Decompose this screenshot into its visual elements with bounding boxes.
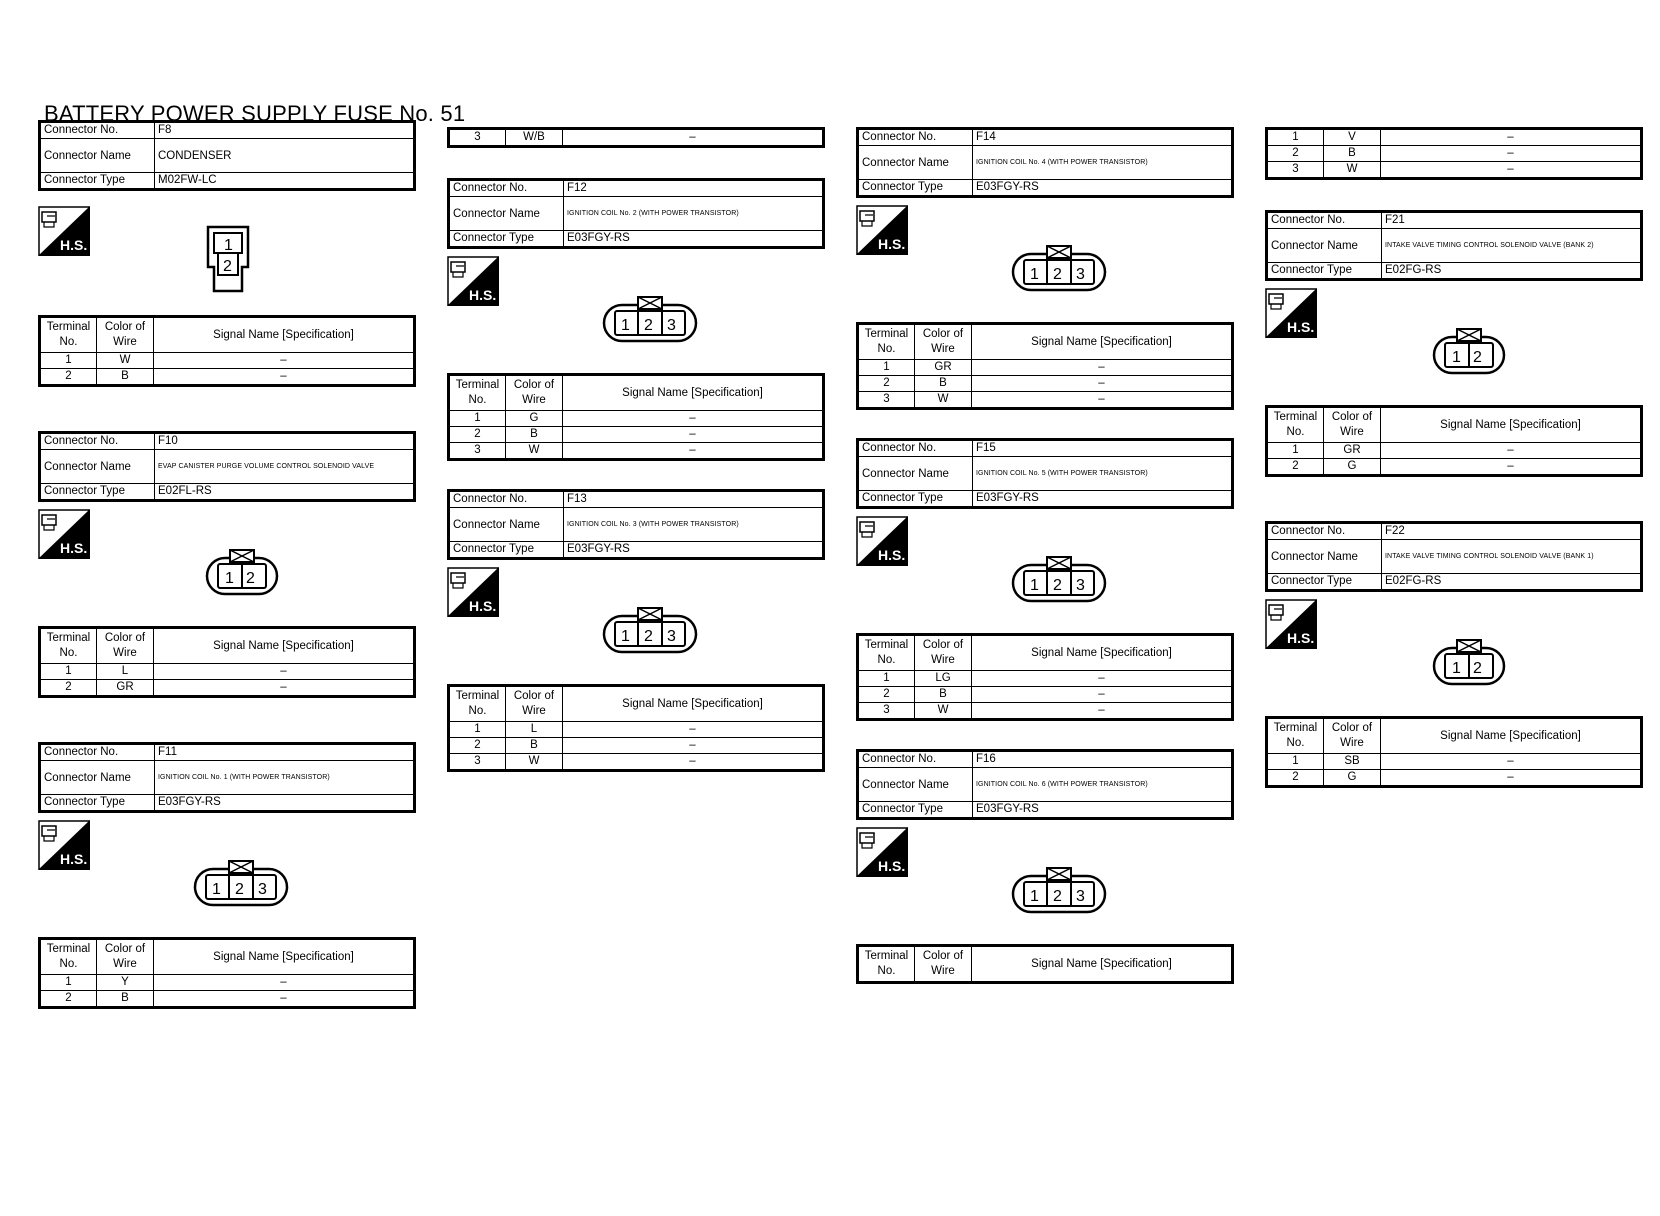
- connector-name-label: Connector Name: [858, 457, 973, 491]
- pin-3-label: 3: [667, 317, 676, 334]
- connector-name-value: IGNITION COIL No. 5 (WITH POWER TRANSISTOR): [973, 457, 1233, 491]
- color-cell: W: [506, 754, 563, 771]
- connector-f11: [38, 742, 416, 1009]
- connector-no-value: F10: [155, 433, 415, 450]
- connector-type-label: Connector Type: [858, 802, 973, 819]
- pin-2-label: 2: [1053, 888, 1062, 905]
- connector-type-label: Connector Type: [40, 795, 155, 812]
- connector-type-value: E03FGY-RS: [973, 491, 1233, 508]
- signal-cell: –: [563, 754, 824, 771]
- connector-type-value: M02FW-LC: [155, 173, 415, 190]
- connector-type-label: Connector Type: [449, 231, 564, 248]
- terminal-cell: 2: [449, 427, 506, 443]
- connector-diagram: [38, 191, 416, 315]
- pin-3-label: 3: [258, 881, 267, 898]
- hs-badge-label: H.S.: [878, 858, 906, 874]
- pin-3-label: 3: [1076, 888, 1085, 905]
- pin-1-label: 1: [1452, 660, 1461, 677]
- table-row: [449, 129, 824, 147]
- color-cell: GR: [1324, 443, 1381, 459]
- connector-face-icon: [204, 225, 254, 297]
- connector-no-value: F8: [155, 122, 415, 139]
- terminal-cell: 2: [1267, 146, 1324, 162]
- terminal-cell: 1: [40, 353, 97, 369]
- table-row: [40, 369, 415, 386]
- connector-name-value: IGNITION COIL No. 4 (WITH POWER TRANSISTOR): [973, 146, 1233, 180]
- signal-cell: –: [1381, 162, 1642, 179]
- signal-name-header: Signal Name [Specification]: [154, 939, 415, 975]
- terminal-cell: 1: [40, 664, 97, 680]
- pin-1-label: 1: [621, 317, 630, 334]
- connector-diagram: [1265, 281, 1643, 405]
- color-cell: GR: [915, 360, 972, 376]
- connector-name-value: IGNITION COIL No. 1 (WITH POWER TRANSISTOR): [155, 761, 415, 795]
- color-cell: L: [97, 664, 154, 680]
- pin-2-label: 2: [1473, 349, 1482, 366]
- connector-no-value: F22: [1382, 523, 1642, 540]
- connector-f16: [856, 749, 1234, 984]
- color-cell: GR: [97, 680, 154, 697]
- pin-1-label: 1: [1030, 266, 1039, 283]
- signal-cell: –: [563, 427, 824, 443]
- table-row: [1267, 459, 1642, 476]
- terminal-cell: 1: [449, 411, 506, 427]
- signal-cell: –: [1381, 443, 1642, 459]
- signal-cell: –: [1381, 770, 1642, 787]
- terminal-cell: 3: [858, 703, 915, 720]
- terminal-table: [856, 322, 1234, 410]
- connector-name-label: Connector Name: [858, 146, 973, 180]
- hs-badge-label: H.S.: [469, 287, 497, 303]
- table-row: [1267, 146, 1642, 162]
- connector-name-label: Connector Name: [449, 197, 564, 231]
- color-of-wire-header: Color of Wire: [915, 324, 972, 360]
- terminal-cell: 3: [449, 443, 506, 460]
- signal-name-header: Signal Name [Specification]: [563, 375, 824, 411]
- color-of-wire-header: Color of Wire: [97, 628, 154, 664]
- signal-name-header: Signal Name [Specification]: [972, 946, 1233, 983]
- table-row: [40, 991, 415, 1008]
- connector-header-table: [856, 749, 1234, 820]
- connector-no-value: F14: [973, 129, 1233, 146]
- table-row: [1267, 162, 1642, 179]
- color-cell: W: [915, 392, 972, 409]
- column-2: [447, 127, 825, 772]
- color-cell: W/B: [506, 129, 563, 147]
- terminal-table: [38, 626, 416, 698]
- color-cell: W: [506, 443, 563, 460]
- terminal-table: [447, 684, 825, 772]
- color-cell: LG: [915, 671, 972, 687]
- page-title: BATTERY POWER SUPPLY FUSE No. 51: [44, 101, 466, 126]
- pin-3-label: 3: [667, 628, 676, 645]
- connector-no-label: Connector No.: [858, 129, 973, 146]
- table-row: [858, 703, 1233, 720]
- connector-no-value: F13: [564, 491, 824, 508]
- hs-badge-label: H.S.: [1287, 630, 1315, 646]
- signal-cell: –: [1381, 146, 1642, 162]
- color-cell: G: [1324, 770, 1381, 787]
- connector-name-value: IGNITION COIL No. 6 (WITH POWER TRANSISTOR): [973, 768, 1233, 802]
- pin-1-label: 1: [224, 237, 233, 254]
- color-cell: V: [1324, 129, 1381, 146]
- color-of-wire-header: Color of Wire: [506, 686, 563, 722]
- terminal-no-header: Terminal No.: [449, 686, 506, 722]
- connector-f22: [1265, 521, 1643, 788]
- terminal-no-header: Terminal No.: [1267, 407, 1324, 443]
- connector-name-label: Connector Name: [449, 508, 564, 542]
- connector-header-table: [38, 120, 416, 191]
- terminal-table-continued: [1265, 127, 1643, 180]
- signal-cell: –: [154, 991, 415, 1008]
- signal-cell: –: [154, 369, 415, 386]
- connector-no-value: F15: [973, 440, 1233, 457]
- color-cell: B: [97, 991, 154, 1008]
- table-row: [449, 738, 824, 754]
- table-row: [858, 376, 1233, 392]
- harness-side-icon: [38, 820, 90, 870]
- terminal-cell: 1: [858, 671, 915, 687]
- signal-name-header: Signal Name [Specification]: [1381, 718, 1642, 754]
- color-cell: SB: [1324, 754, 1381, 770]
- table-row: [40, 353, 415, 369]
- table-row: [858, 687, 1233, 703]
- connector-name-label: Connector Name: [40, 450, 155, 484]
- connector-type-label: Connector Type: [1267, 574, 1382, 591]
- terminal-table: [1265, 405, 1643, 477]
- signal-cell: –: [972, 392, 1233, 409]
- connector-f12: [447, 178, 825, 461]
- color-cell: B: [506, 738, 563, 754]
- connector-type-label: Connector Type: [449, 542, 564, 559]
- terminal-cell: 2: [40, 680, 97, 697]
- signal-name-header: Signal Name [Specification]: [563, 686, 824, 722]
- hs-badge-label: H.S.: [878, 236, 906, 252]
- harness-side-icon: [856, 516, 908, 566]
- harness-side-icon: [38, 206, 92, 258]
- terminal-cell: 2: [1267, 459, 1324, 476]
- connector-face-icon: [1010, 555, 1108, 607]
- pin-1-label: 1: [1452, 349, 1461, 366]
- terminal-cell: 3: [449, 129, 506, 147]
- table-row: [1267, 129, 1642, 146]
- color-cell: Y: [97, 975, 154, 991]
- terminal-cell: 2: [40, 369, 97, 386]
- connector-name-label: Connector Name: [1267, 229, 1382, 263]
- connector-f21: [1265, 210, 1643, 477]
- signal-name-header: Signal Name [Specification]: [972, 635, 1233, 671]
- color-cell: B: [97, 369, 154, 386]
- pin-1-label: 1: [212, 881, 221, 898]
- pin-2-label: 2: [1053, 577, 1062, 594]
- terminal-no-header: Terminal No.: [858, 946, 915, 983]
- connector-type-value: E03FGY-RS: [564, 542, 824, 559]
- connector-header-table: [1265, 521, 1643, 592]
- harness-side-icon: [38, 509, 90, 559]
- signal-cell: –: [972, 703, 1233, 720]
- color-cell: W: [1324, 162, 1381, 179]
- table-row: [449, 411, 824, 427]
- connector-type-label: Connector Type: [1267, 263, 1382, 280]
- connector-name-value: INTAKE VALVE TIMING CONTROL SOLENOID VALVE (BANK 1): [1382, 540, 1642, 574]
- connector-f10: [38, 431, 416, 698]
- connector-face-icon: [1010, 866, 1108, 918]
- pin-1-label: 1: [225, 570, 234, 587]
- column-1: [38, 120, 416, 1009]
- signal-cell: –: [972, 687, 1233, 703]
- table-row: [40, 975, 415, 991]
- connector-diagram: [38, 502, 416, 626]
- terminal-table: [38, 315, 416, 387]
- connector-no-label: Connector No.: [40, 122, 155, 139]
- pin-2-label: 2: [1053, 266, 1062, 283]
- connector-f13: [447, 489, 825, 772]
- terminal-cell: 2: [858, 376, 915, 392]
- connector-header-table: [447, 489, 825, 560]
- terminal-cell: 3: [1267, 162, 1324, 179]
- color-of-wire-header: Color of Wire: [506, 375, 563, 411]
- connector-no-label: Connector No.: [1267, 523, 1382, 540]
- connector-type-value: E03FGY-RS: [973, 180, 1233, 197]
- connector-diagram: [856, 198, 1234, 322]
- color-of-wire-header: Color of Wire: [915, 946, 972, 983]
- connector-face-icon: [192, 859, 290, 911]
- column-4: [1265, 127, 1643, 788]
- connector-diagram: [447, 560, 825, 684]
- connector-type-label: Connector Type: [40, 173, 155, 190]
- hs-badge-label: H.S.: [1287, 319, 1315, 335]
- pin-2-label: 2: [644, 317, 653, 334]
- connector-header-table: [447, 178, 825, 249]
- harness-side-icon: [856, 205, 908, 255]
- connector-face-icon: [1010, 244, 1108, 296]
- signal-name-header: Signal Name [Specification]: [1381, 407, 1642, 443]
- connector-face-icon: [204, 548, 280, 600]
- terminal-cell: 2: [858, 687, 915, 703]
- signal-name-header: Signal Name [Specification]: [972, 324, 1233, 360]
- connector-header-table: [856, 438, 1234, 509]
- hs-badge-label: H.S.: [60, 540, 88, 556]
- color-cell: G: [506, 411, 563, 427]
- signal-name-header: Signal Name [Specification]: [154, 317, 415, 353]
- terminal-no-header: Terminal No.: [1267, 718, 1324, 754]
- connector-no-label: Connector No.: [40, 744, 155, 761]
- signal-cell: –: [1381, 754, 1642, 770]
- connector-no-label: Connector No.: [449, 180, 564, 197]
- signal-cell: –: [154, 975, 415, 991]
- table-row: [449, 427, 824, 443]
- signal-cell: –: [563, 411, 824, 427]
- terminal-no-header: Terminal No.: [40, 939, 97, 975]
- terminal-cell: 1: [1267, 129, 1324, 146]
- connector-type-value: E03FGY-RS: [564, 231, 824, 248]
- harness-side-icon: [1265, 288, 1317, 338]
- terminal-no-header: Terminal No.: [449, 375, 506, 411]
- terminal-no-header: Terminal No.: [40, 628, 97, 664]
- connector-type-value: E02FG-RS: [1382, 263, 1642, 280]
- connector-diagram: [447, 249, 825, 373]
- table-row: [40, 680, 415, 697]
- connector-name-value: EVAP CANISTER PURGE VOLUME CONTROL SOLENOID VALVE: [155, 450, 415, 484]
- hs-badge-label: H.S.: [878, 547, 906, 563]
- connector-name-label: Connector Name: [40, 761, 155, 795]
- terminal-cell: 1: [1267, 754, 1324, 770]
- color-cell: B: [915, 376, 972, 392]
- connector-f15: [856, 438, 1234, 721]
- signal-cell: –: [1381, 129, 1642, 146]
- harness-side-icon: [447, 256, 499, 306]
- connector-no-label: Connector No.: [40, 433, 155, 450]
- connector-header-table: [38, 742, 416, 813]
- harness-side-icon: [1265, 599, 1317, 649]
- connector-face-icon: [601, 606, 699, 658]
- pin-1-label: 1: [1030, 577, 1039, 594]
- connector-no-label: Connector No.: [858, 751, 973, 768]
- pin-3-label: 3: [1076, 266, 1085, 283]
- table-row: [1267, 770, 1642, 787]
- color-cell: W: [97, 353, 154, 369]
- connector-diagram: [1265, 592, 1643, 716]
- table-row: [449, 722, 824, 738]
- connector-no-label: Connector No.: [1267, 212, 1382, 229]
- signal-cell: –: [563, 443, 824, 460]
- terminal-cell: 1: [40, 975, 97, 991]
- terminal-table: [856, 633, 1234, 721]
- pin-2-label: 2: [235, 881, 244, 898]
- harness-side-icon: [856, 827, 908, 877]
- color-cell: W: [915, 703, 972, 720]
- connector-face-icon: [601, 295, 699, 347]
- connector-type-label: Connector Type: [858, 180, 973, 197]
- color-cell: B: [1324, 146, 1381, 162]
- connector-type-label: Connector Type: [858, 491, 973, 508]
- table-row: [858, 392, 1233, 409]
- table-row: [449, 443, 824, 460]
- pin-2-label: 2: [644, 628, 653, 645]
- signal-cell: –: [154, 680, 415, 697]
- signal-cell: –: [972, 376, 1233, 392]
- color-of-wire-header: Color of Wire: [1324, 407, 1381, 443]
- color-cell: B: [915, 687, 972, 703]
- connector-type-value: E02FG-RS: [1382, 574, 1642, 591]
- connector-name-label: Connector Name: [1267, 540, 1382, 574]
- connector-no-label: Connector No.: [858, 440, 973, 457]
- pin-2-label: 2: [246, 570, 255, 587]
- color-cell: B: [506, 427, 563, 443]
- connector-name-value: IGNITION COIL No. 2 (WITH POWER TRANSISTOR): [564, 197, 824, 231]
- color-of-wire-header: Color of Wire: [915, 635, 972, 671]
- terminal-table: [447, 373, 825, 461]
- connector-no-value: F11: [155, 744, 415, 761]
- signal-cell: –: [563, 738, 824, 754]
- connector-type-value: E03FGY-RS: [973, 802, 1233, 819]
- terminal-cell: 1: [1267, 443, 1324, 459]
- table-row: [449, 754, 824, 771]
- signal-cell: –: [154, 353, 415, 369]
- connector-name-value: CONDENSER: [155, 139, 415, 173]
- color-cell: L: [506, 722, 563, 738]
- terminal-table: [1265, 716, 1643, 788]
- connector-name-value: IGNITION COIL No. 3 (WITH POWER TRANSISTOR): [564, 508, 824, 542]
- signal-cell: –: [972, 671, 1233, 687]
- terminal-cell: 2: [1267, 770, 1324, 787]
- signal-cell: –: [563, 722, 824, 738]
- hs-badge-label: H.S.: [60, 851, 88, 867]
- terminal-cell: 1: [858, 360, 915, 376]
- table-row: [1267, 754, 1642, 770]
- hs-badge-label: H.S.: [60, 237, 88, 253]
- terminal-cell: 1: [449, 722, 506, 738]
- table-row: [858, 671, 1233, 687]
- connector-f14: [856, 127, 1234, 410]
- signal-cell: –: [1381, 459, 1642, 476]
- color-of-wire-header: Color of Wire: [1324, 718, 1381, 754]
- connector-type-value: E02FL-RS: [155, 484, 415, 501]
- connector-name-label: Connector Name: [40, 139, 155, 173]
- connector-name-value: INTAKE VALVE TIMING CONTROL SOLENOID VALVE (BANK 2): [1382, 229, 1642, 263]
- connector-header-table: [38, 431, 416, 502]
- hs-badge-label: H.S.: [469, 598, 497, 614]
- connector-no-value: F12: [564, 180, 824, 197]
- connector-no-value: F16: [973, 751, 1233, 768]
- color-cell: G: [1324, 459, 1381, 476]
- terminal-no-header: Terminal No.: [858, 635, 915, 671]
- table-row: [1267, 443, 1642, 459]
- connector-diagram: [38, 813, 416, 937]
- column-3: [856, 127, 1234, 984]
- connector-name-label: Connector Name: [858, 768, 973, 802]
- table-row: [858, 360, 1233, 376]
- connector-type-label: Connector Type: [40, 484, 155, 501]
- terminal-table: [38, 937, 416, 1009]
- connector-no-value: F21: [1382, 212, 1642, 229]
- connector-header-table: [1265, 210, 1643, 281]
- connector-header-table: [856, 127, 1234, 198]
- harness-side-icon: [447, 567, 499, 617]
- table-row: [40, 664, 415, 680]
- terminal-cell: 3: [449, 754, 506, 771]
- connector-diagram: [856, 509, 1234, 633]
- connector-no-label: Connector No.: [449, 491, 564, 508]
- signal-cell: –: [154, 664, 415, 680]
- terminal-no-header: Terminal No.: [858, 324, 915, 360]
- pin-2-label: 2: [1473, 660, 1482, 677]
- terminal-cell: 2: [449, 738, 506, 754]
- pin-1-label: 1: [1030, 888, 1039, 905]
- pin-3-label: 3: [1076, 577, 1085, 594]
- connector-face-icon: [1431, 327, 1507, 379]
- signal-cell: –: [972, 360, 1233, 376]
- color-of-wire-header: Color of Wire: [97, 939, 154, 975]
- color-of-wire-header: Color of Wire: [97, 317, 154, 353]
- terminal-cell: 3: [858, 392, 915, 409]
- terminal-table: [856, 944, 1234, 984]
- signal-name-header: Signal Name [Specification]: [154, 628, 415, 664]
- connector-face-icon: [1431, 638, 1507, 690]
- terminal-no-header: Terminal No.: [40, 317, 97, 353]
- connector-f8: [38, 120, 416, 387]
- connector-diagram: [856, 820, 1234, 944]
- pin-2-label: 2: [223, 258, 232, 275]
- connector-type-value: E03FGY-RS: [155, 795, 415, 812]
- signal-cell: –: [563, 129, 824, 147]
- pin-1-label: 1: [621, 628, 630, 645]
- terminal-cell: 2: [40, 991, 97, 1008]
- terminal-table-continued: [447, 127, 825, 148]
